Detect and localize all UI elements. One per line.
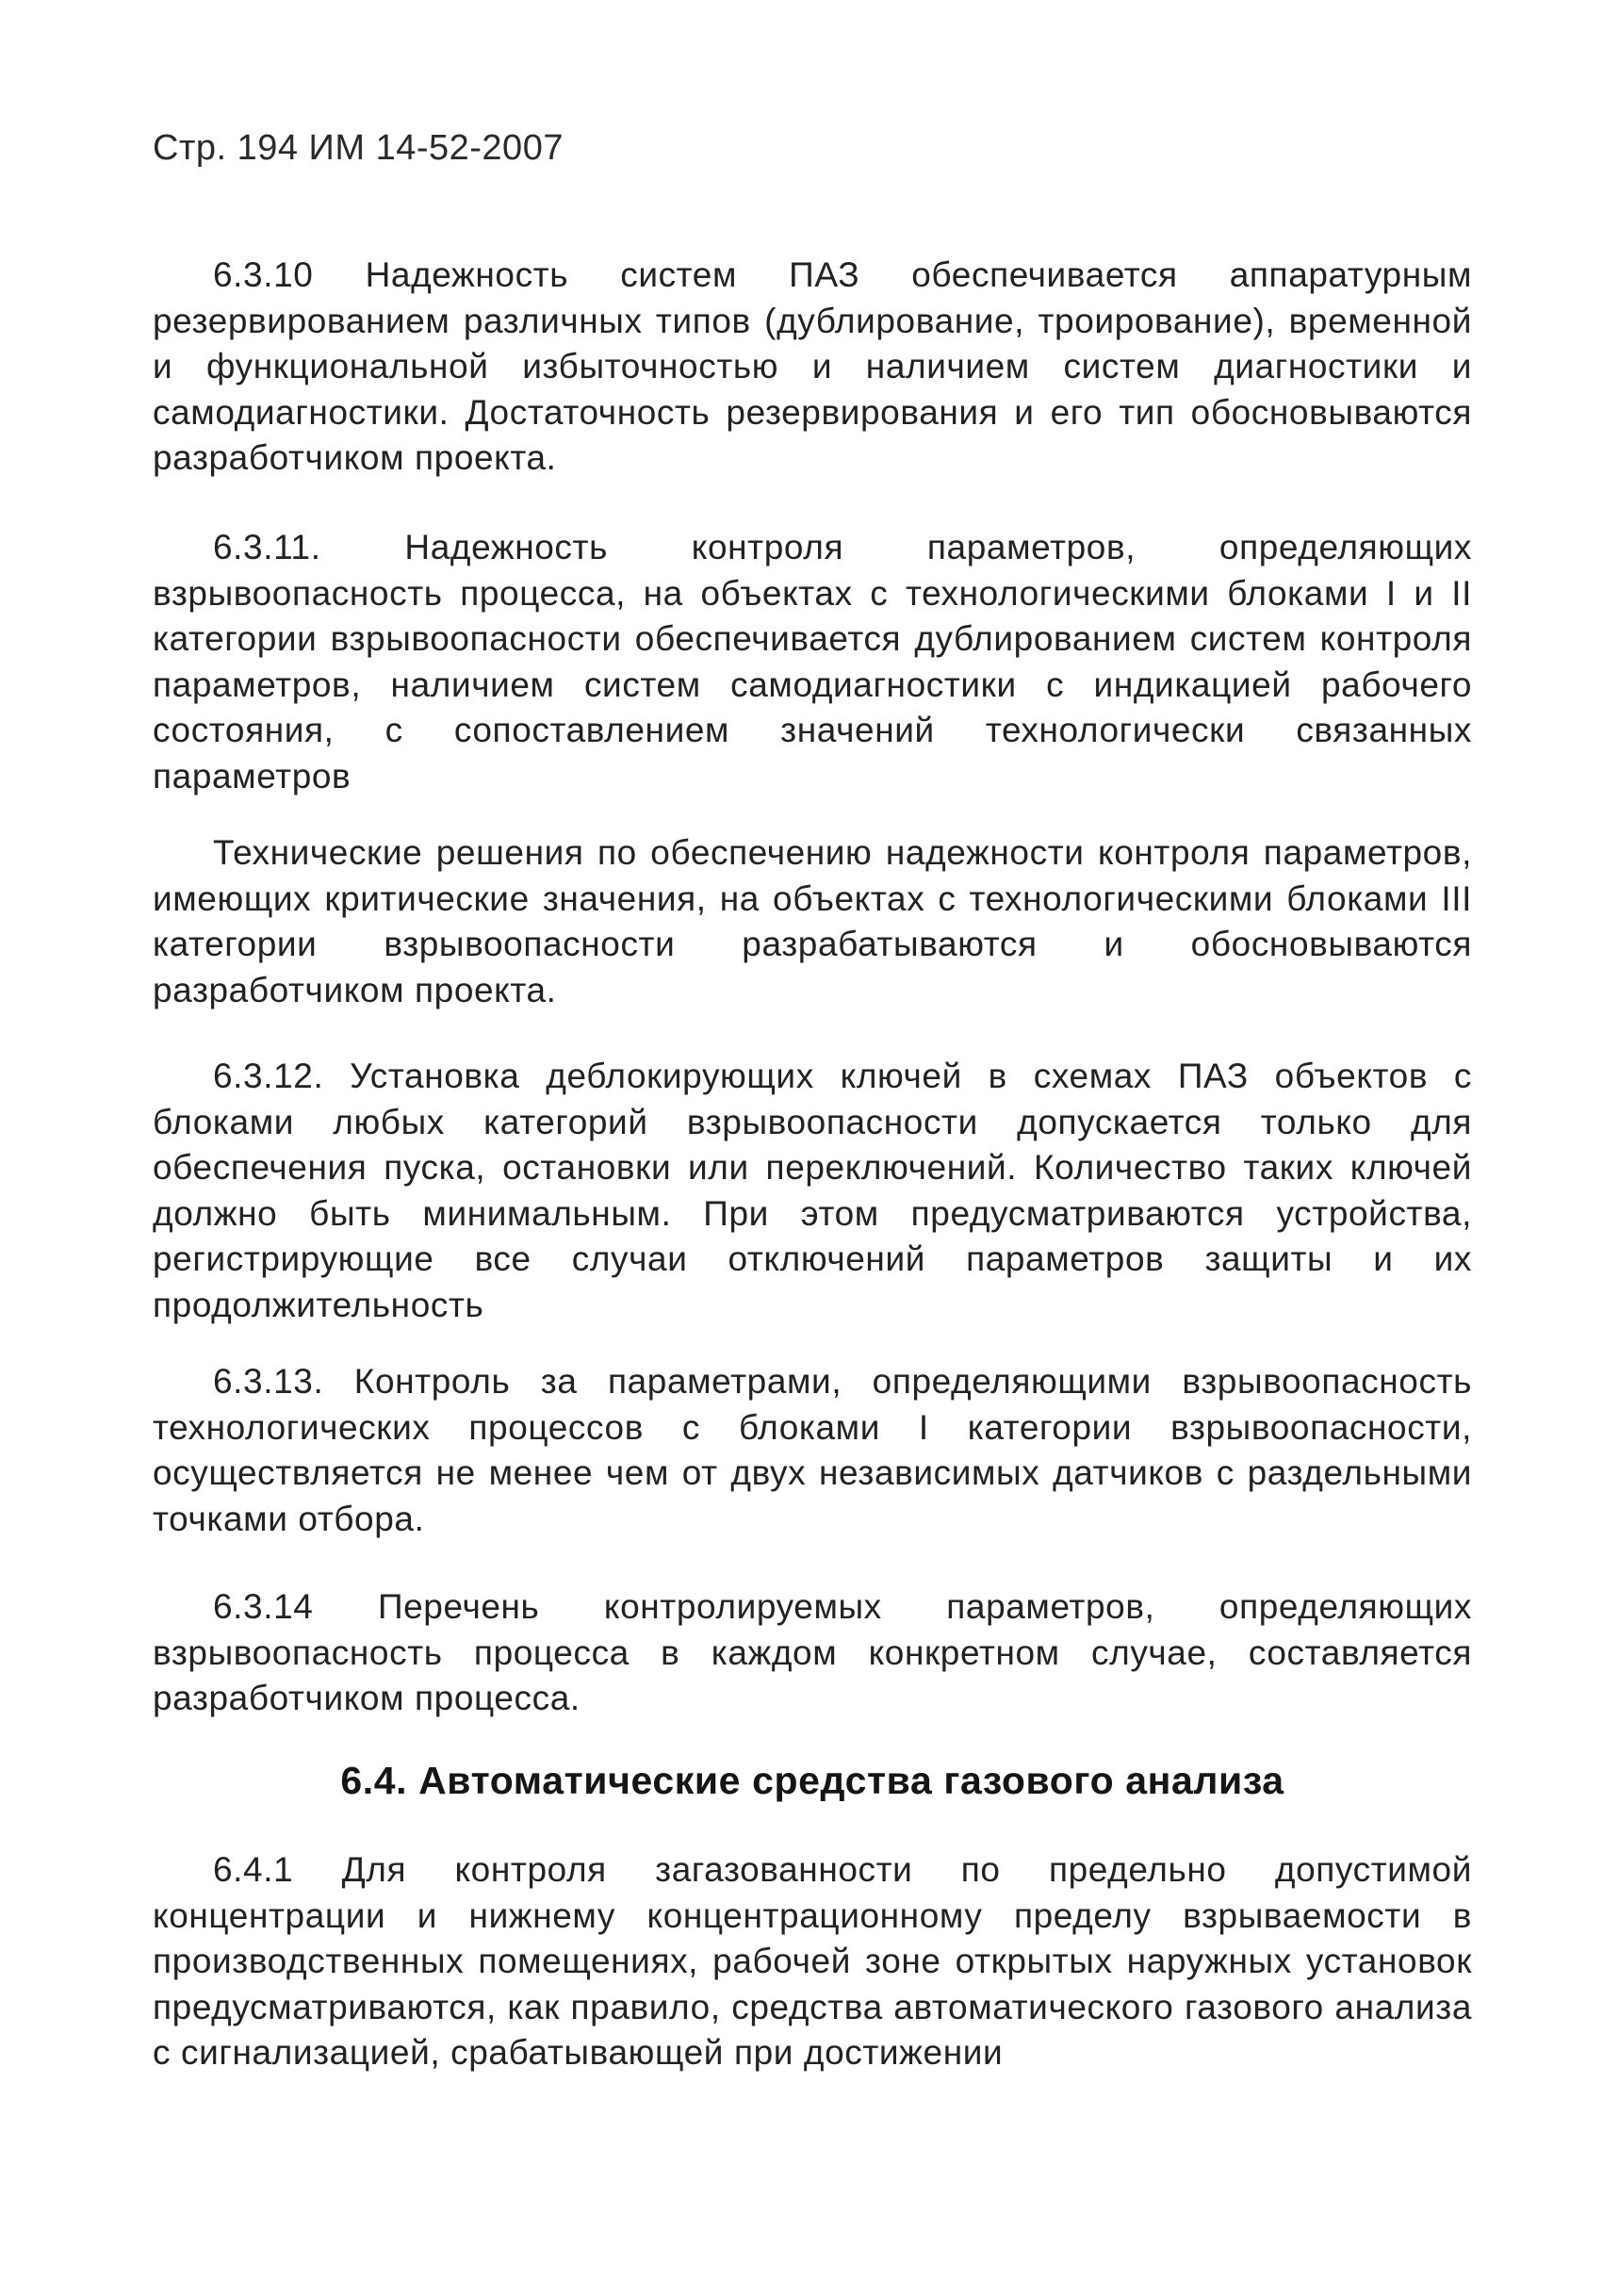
paragraph-6-3-14 (153, 1584, 1472, 1722)
paragraph-6-3-12 (153, 1054, 1472, 1328)
paragraph-6-3-10 (153, 253, 1472, 482)
paragraph-6-3-13 (153, 1359, 1472, 1542)
paragraph-text: 6.3.13. Контроль за параметрами, определяющими взрывоопасность технологических процессов с блоками I категории взрывоопасности, осуществляется не менее чем от двух независимых датчиков с раздельными точками отбора. (153, 1362, 1472, 1538)
paragraph-text: Технические решения по обеспечению надежности контроля параметров, имеющих критические значения, на объектах с технологическими блоками III категории взрывоопасности разрабатываются и обосновываются разработчиком проекта. (153, 833, 1472, 1009)
paragraph-6-4-1 (153, 1847, 1472, 2076)
paragraph-text: 6.3.14 Перечень контролируемых параметров, определяющих взрывоопасность процесса в каждом конкретном случае, составляется разработчиком процесса. (153, 1587, 1472, 1717)
paragraph-technical-solutions (153, 830, 1472, 1013)
paragraph-text: 6.4.1 Для контроля загазованности по предельно допустимой концентрации и нижнему концентрационному пределу взрываемости в производственных помещениях, рабочей зоне открытых наружных установок предусматриваются, как правило, средства автоматического газового анализа с сигнализацией, срабатывающей при достижении (153, 1850, 1472, 2072)
paragraph-6-3-11 (153, 525, 1472, 799)
paragraph-text: 6.3.12. Установка деблокирующих ключей в схемах ПАЗ объектов с блоками любых категорий взрывоопасности допускается только для обеспечения пуска, остановки или переключений. Количество таких ключей должно быть минимальным. При этом предусматриваются устройства, регистрирующие все случаи отключений параметров защиты и их продолжительность (153, 1057, 1472, 1324)
paragraph-text: 6.3.11. Надежность контроля параметров, определяющих взрывоопасность процесса, на объектах с технологическими блоками I и II категории взрывоопасности обеспечивается дублированием систем контроля параметров, наличием систем самодиагностики с индикацией рабочего состояния, с сопоставлением значений технологически связанных параметров (153, 528, 1472, 795)
section-heading: 6.4. Автоматические средства газового анализа (340, 1759, 1284, 1802)
page-header: Стр. 194 ИМ 14-52-2007 (153, 128, 564, 168)
paragraph-text: 6.3.10 Надежность систем ПАЗ обеспечивается аппаратурным резервированием различных типов (дублирование, троирование), временной и функциональной избыточностью и наличием систем диагностики и самодиагностики. Достаточность резервирования и его тип обосновываются разработчиком проекта. (153, 255, 1472, 477)
